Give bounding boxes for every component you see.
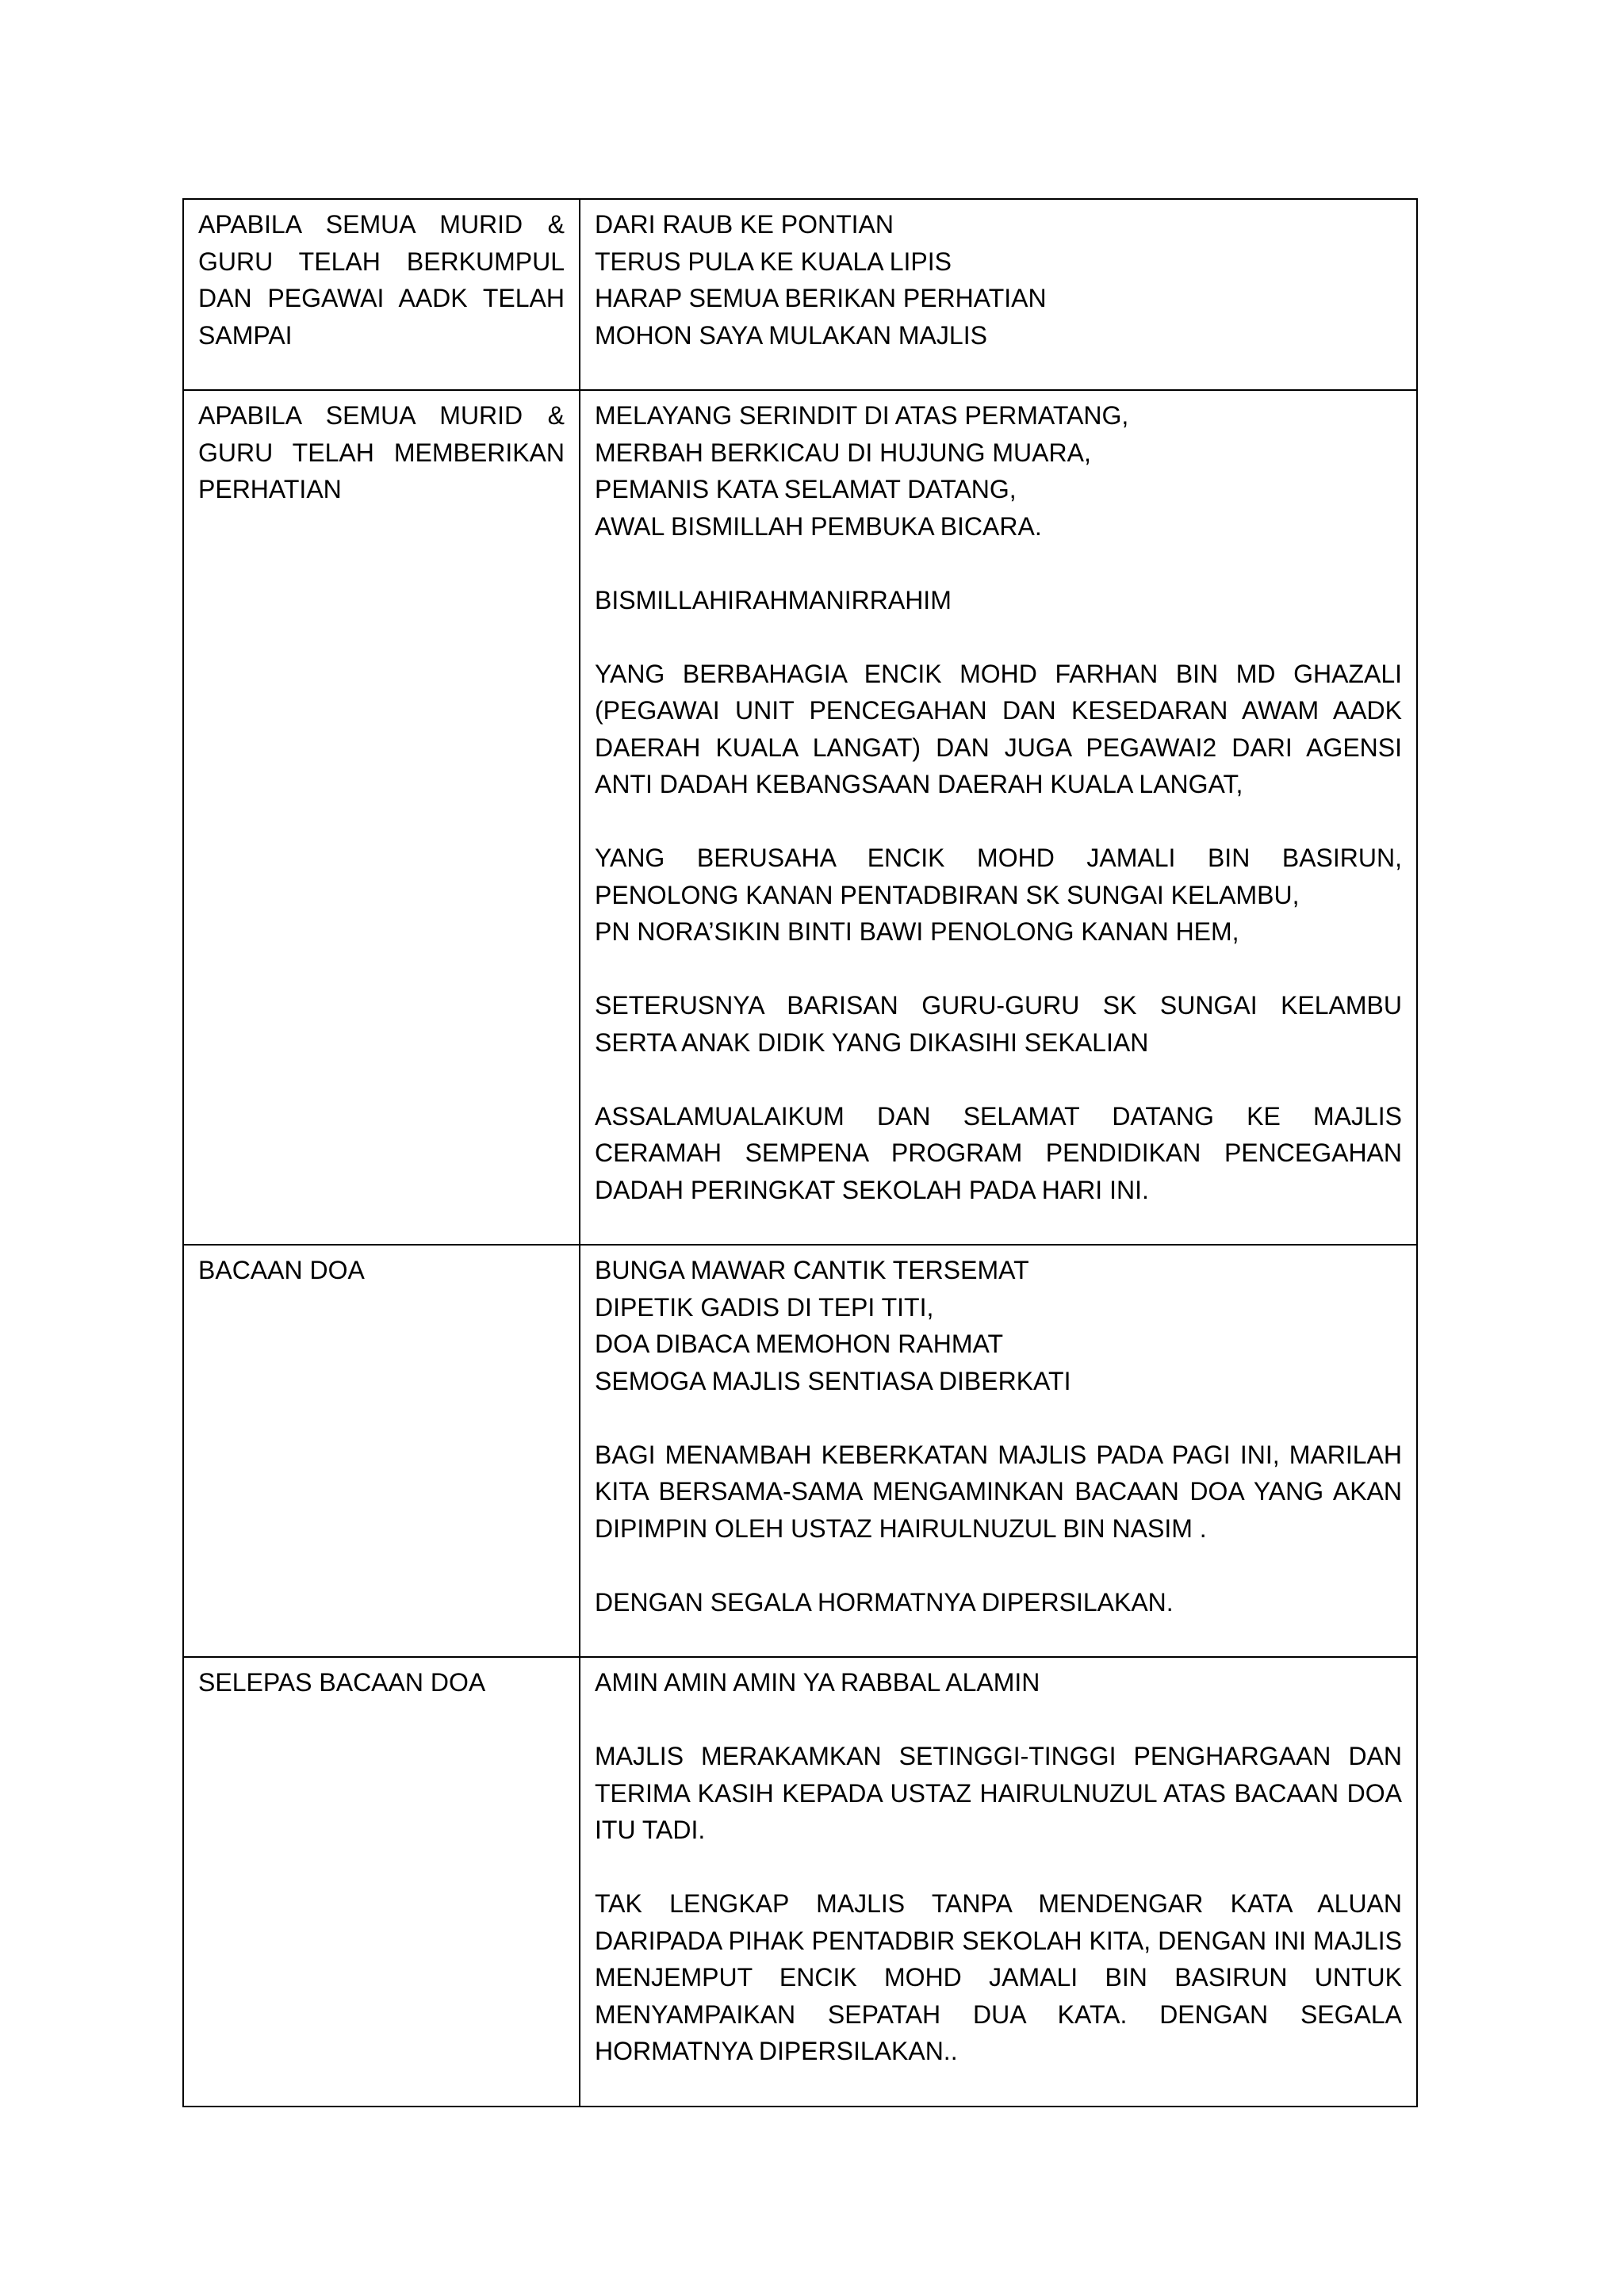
speech-cell (580, 390, 1417, 1245)
cue-text: APABILA SEMUA MURID & GURU TELAH BERKUMPUL DAN PEGAWAI AADK TELAH SAMPAI (198, 210, 565, 350)
verse-line: DIPETIK GADIS DI TEPI TITI, (595, 1292, 934, 1322)
verse-line: BUNGA MAWAR CANTIK TERSEMAT (595, 1256, 1029, 1284)
cue-cell (183, 1657, 580, 2107)
cue-text: BACAAN DOA (198, 1256, 365, 1284)
emcee-script-table (182, 198, 1418, 2107)
verse-line: SEMOGA MAJLIS SENTIASA DIBERKATI (595, 1366, 1071, 1395)
speech-paragraph: ASSALAMUALAIKUM DAN SELAMAT DATANG KE MAJLIS CERAMAH SEMPENA PROGRAM PENDIDIKAN PENCEGAHAN DADAH PERINGKAT SEKOLAH PADA HARI INI. (595, 1101, 1402, 1204)
speech-cell (580, 199, 1417, 390)
verse-line: MELAYANG SERINDIT DI ATAS PERMATANG, (595, 401, 1129, 430)
speech-cell (580, 1657, 1417, 2107)
pantun-verse (595, 206, 1402, 354)
speech-paragraph: AMIN AMIN AMIN YA RABBAL ALAMIN (595, 1668, 1040, 1697)
table-row (183, 199, 1417, 390)
verse-line: TERUS PULA KE KUALA LIPIS (595, 247, 952, 276)
speech-paragraph: BAGI MENAMBAH KEBERKATAN MAJLIS PADA PAGI INI, MARILAH KITA BERSAMA-SAMA MENGAMINKAN BACAAN DOA YANG AKAN DIPIMPIN OLEH USTAZ HAIRULNUZUL BIN NASIM . (595, 1440, 1402, 1543)
speech-paragraph: SETERUSNYA BARISAN GURU-GURU SK SUNGAI KELAMBU SERTA ANAK DIDIK YANG DIKASIHI SEKALIAN (595, 991, 1402, 1057)
speech-paragraph: BISMILLAHIRAHMANIRRAHIM (595, 585, 952, 614)
cue-text: SELEPAS BACAAN DOA (198, 1668, 486, 1697)
speech-paragraph-group (595, 840, 1402, 951)
verse-line: MOHON SAYA MULAKAN MAJLIS (595, 320, 987, 350)
verse-line: DOA DIBACA MEMOHON RAHMAT (595, 1330, 1004, 1358)
cue-cell (183, 1245, 580, 1657)
table-row (183, 1657, 1417, 2107)
table-row (183, 1245, 1417, 1657)
speech-paragraph: YANG BERUSAHA ENCIK MOHD JAMALI BIN BASIRUN, PENOLONG KANAN PENTADBIRAN SK SUNGAI KELAMBU, (595, 844, 1402, 909)
cue-cell (183, 390, 580, 1245)
pantun-verse (595, 397, 1402, 545)
table-row (183, 390, 1417, 1245)
verse-line: DARI RAUB KE PONTIAN (595, 210, 894, 239)
speech-paragraph: MAJLIS MERAKAMKAN SETINGGI-TINGGI PENGHARGAAN DAN TERIMA KASIH KEPADA USTAZ HAIRULNUZUL ATAS BACAAN DOA ITU TADI. (595, 1742, 1402, 1844)
cue-text: APABILA SEMUA MURID & GURU TELAH MEMBERIKAN PERHATIAN (198, 401, 565, 503)
cue-cell (183, 199, 580, 390)
speech-line: PN NORA’SIKIN BINTI BAWI PENOLONG KANAN HEM, (595, 917, 1239, 946)
verse-line: PEMANIS KATA SELAMAT DATANG, (595, 475, 1017, 503)
speech-paragraph: YANG BERBAHAGIA ENCIK MOHD FARHAN BIN MD GHAZALI (PEGAWAI UNIT PENCEGAHAN DAN KESEDARAN AWAM AADK DAERAH KUALA LANGAT) DAN JUGA PEGAWAI2 DARI AGENSI ANTI DADAH KEBANGSAAN DAERAH KUALA LANGAT, (595, 659, 1402, 798)
verse-line: MERBAH BERKICAU DI HUJUNG MUARA, (595, 438, 1091, 467)
speech-paragraph: TAK LENGKAP MAJLIS TANPA MENDENGAR KATA ALUAN DARIPADA PIHAK PENTADBIR SEKOLAH KITA, DENGAN INI MAJLIS MENJEMPUT ENCIK MOHD JAMALI BIN BASIRUN UNTUK MENYAMPAIKAN SEPATAH DUA KATA. DENGAN SEGALA HORMATNYA DIPERSILAKAN.. (595, 1889, 1402, 2065)
speech-paragraph: DENGAN SEGALA HORMATNYA DIPERSILAKAN. (595, 1587, 1174, 1617)
verse-line: AWAL BISMILLAH PEMBUKA BICARA. (595, 511, 1042, 541)
verse-line: HARAP SEMUA BERIKAN PERHATIAN (595, 284, 1047, 312)
speech-cell (580, 1245, 1417, 1657)
pantun-verse (595, 1252, 1402, 1399)
